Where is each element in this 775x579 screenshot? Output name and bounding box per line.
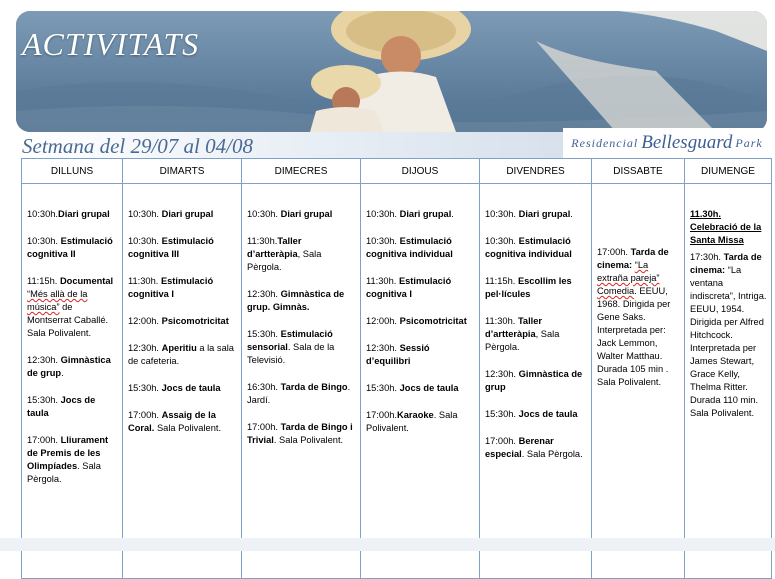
activity-item: 12:00h. Psicomotricitat (128, 316, 229, 326)
activity-item: 11:15h. Escollim les pel·lícules (485, 276, 572, 299)
activity-item: 17:00h.Karaoke. Sala Polivalent. (366, 410, 458, 433)
day-cell-tuesday (123, 184, 242, 579)
weekly-schedule-table (21, 158, 772, 579)
activity-item: 15:30h. Estimulació sensorial. Sala de la Televisió. (247, 329, 335, 365)
day-header-friday: DIVENDRES (480, 159, 592, 184)
day-cell-friday (480, 184, 592, 579)
activity-item: 11:15h. Documental “Més allà de la música” de Montserrat Caballé. Sala Polivalent. (27, 276, 114, 338)
day-cell-sunday (685, 184, 772, 579)
activity-item: 12:00h. Psicomotricitat (366, 316, 467, 326)
day-header-tuesday: DIMARTS (123, 159, 242, 184)
activity-item: 15:30h. Jocs de taula (366, 383, 459, 393)
activity-item: 12:30h. Gimnàstica de grup. (27, 355, 111, 378)
activity-item: 17:00h. Berenar especial. Sala Pèrgola. (485, 436, 583, 459)
activity-item: 17:00h. Assaig de la Coral. Sala Polivalent. (128, 410, 222, 433)
activity-item: 11.30h. Celebració de la Santa Missa (690, 209, 762, 245)
logo-text-main: Bellesguard (641, 132, 733, 153)
day-header-monday: DILLUNS (22, 159, 123, 184)
activity-item: 10:30h. Diari grupal. (366, 209, 454, 219)
activity-item: 10:30h. Estimulació cognitiva II (27, 236, 113, 259)
activity-item: 11:30h.Taller d’artteràpia, Sala Pèrgola. (247, 236, 322, 272)
day-cell-saturday (592, 184, 685, 579)
activity-item: 12:30h. Aperitiu a la sala de cafeteria. (128, 343, 234, 366)
activity-item: 10:30h. Estimulació cognitiva III (128, 236, 214, 259)
activity-item: 11:30h. Estimulació cognitiva I (366, 276, 452, 299)
activity-item: 10:30h. Estimulació cognitiva individual (366, 236, 453, 259)
activity-item: 15:30h. Jocs de taula (27, 395, 96, 418)
activity-item: 11:30h. Estimulació cognitiva I (128, 276, 214, 299)
activity-item: 17:30h. Tarda de cinema: “La ventana indiscreta”, Intriga. EEUU, 1954. Dirigida per Alfred Hitchcock. Interpretada per James Stewart, Grace Kelly, Thelma Ritter. Durada 110 min. Sala Polivalent. (690, 252, 767, 418)
bottom-strip (0, 538, 775, 551)
activity-item: 10:30h.Diari grupal (27, 209, 110, 219)
day-cell-thursday (361, 184, 480, 579)
activity-item: 16:30h. Tarda de Bingo. Jardí. (247, 382, 351, 405)
activity-item: 10:30h. Diari grupal. (485, 209, 573, 219)
activity-item: 17:00h. Tarda de Bingo i Trivial. Sala Polivalent. (247, 422, 353, 445)
logo-text-pre: Residencial (571, 135, 639, 150)
activity-item: 10:30h. Diari grupal (128, 209, 214, 219)
residence-logo (563, 128, 771, 158)
activity-item: 12:30h. Gimnàstica de grup (485, 369, 583, 392)
activities-row (22, 184, 772, 579)
day-cell-wednesday (242, 184, 361, 579)
day-header-wednesday: DIMECRES (242, 159, 361, 184)
logo-text-post: Park (735, 135, 763, 150)
page-title: ACTIVITATS (22, 26, 200, 62)
activity-item: 10:30h. Estimulació cognitiva individual (485, 236, 572, 259)
activity-item: 11:30h. Taller d’artteràpia, Sala Pèrgola. (485, 316, 560, 352)
week-range: Setmana del 29/07 al 04/08 (22, 134, 253, 158)
activity-item: 12:30h. Sessió d’equilibri (366, 343, 430, 366)
day-cell-monday (22, 184, 123, 579)
day-header-saturday: DISSABTE (592, 159, 685, 184)
day-header-sunday: DIUMENGE (685, 159, 772, 184)
activity-item: 15:30h. Jocs de taula (128, 383, 221, 393)
activity-item: 15:30h. Jocs de taula (485, 409, 578, 419)
activity-item: 12:30h. Gimnàstica de grup. Gimnàs. (247, 289, 345, 312)
day-header-row (22, 159, 772, 184)
activity-item: 17:00h. Tarda de cinema: “La extraña pareja” Comedia. EEUU, 1968. Dirigida per Gene Saks. Interpretada per: Jack Lemmon, Walter Matthau. Durada 105 min . Sala Polivalent. (597, 247, 671, 387)
activity-item: 17:00h. Lliurament de Premis de les Olimpíades. Sala Pèrgola. (27, 435, 109, 484)
activity-item: 10:30h. Diari grupal (247, 209, 333, 219)
day-header-thursday: DIJOUS (361, 159, 480, 184)
